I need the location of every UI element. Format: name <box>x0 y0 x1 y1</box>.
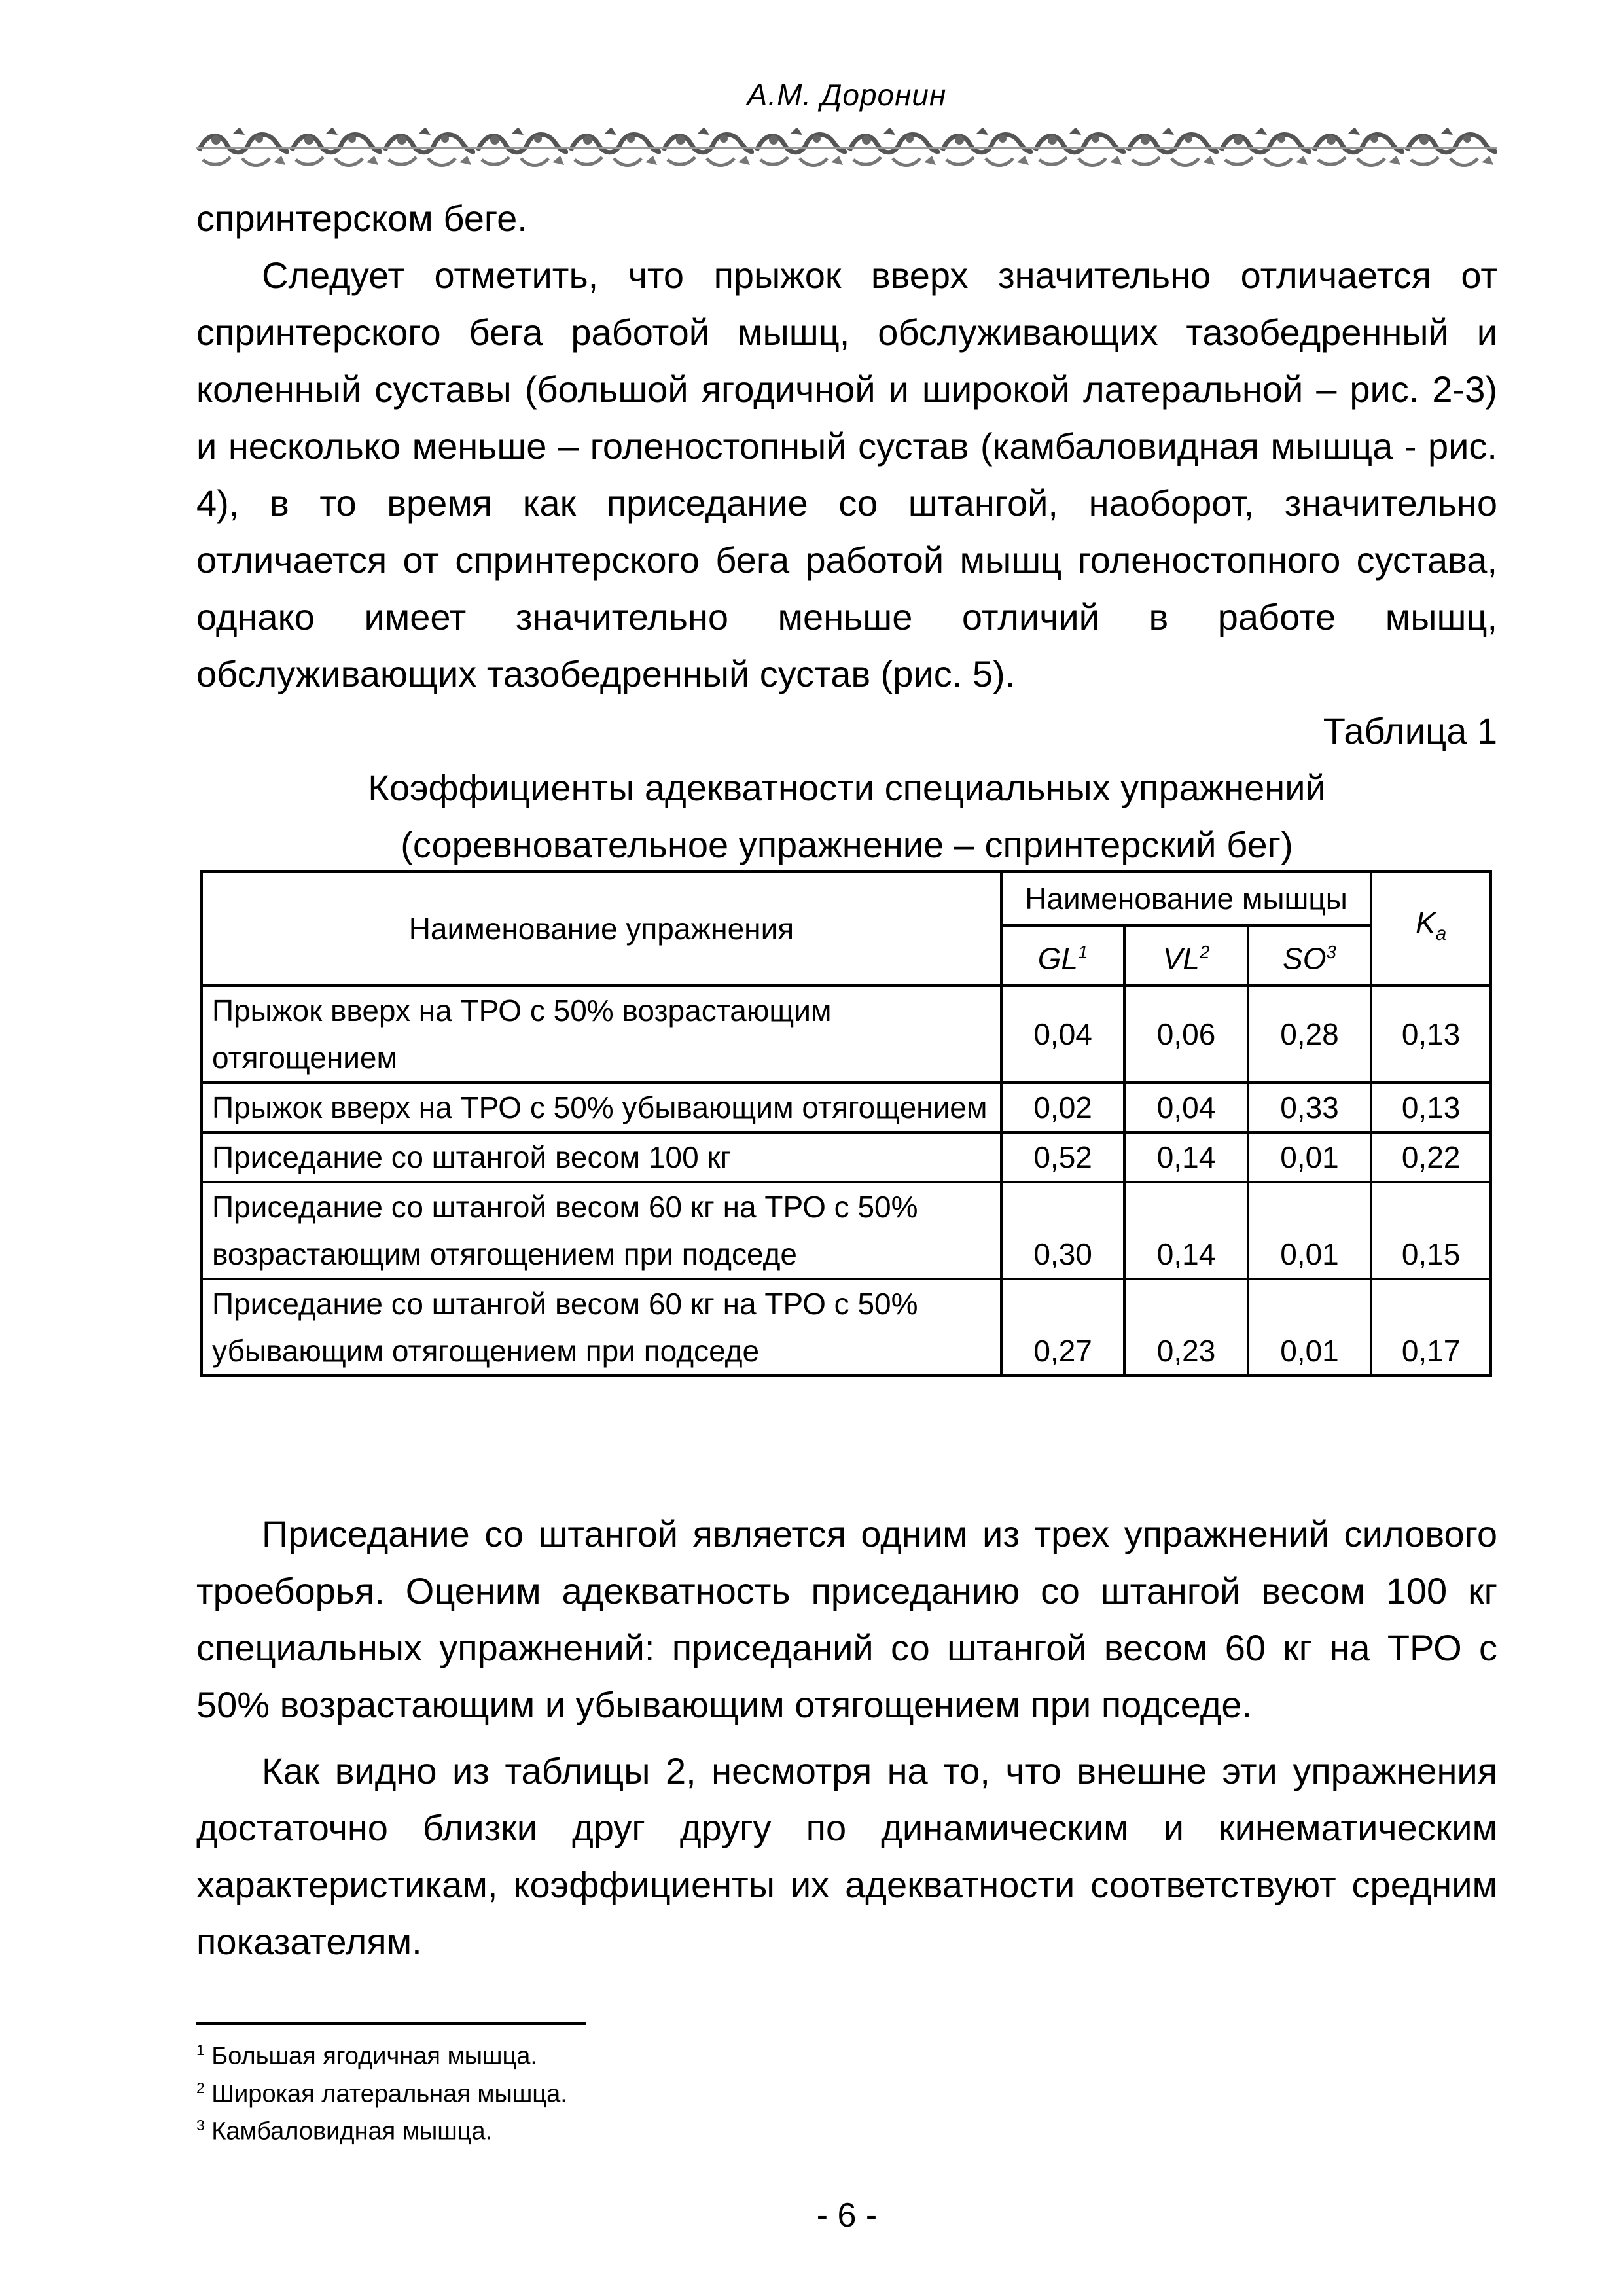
table-caption-line-2: (соревновательное упражнение – спринтерский бег) <box>401 824 1293 865</box>
table-number-label: Таблица 1 <box>1323 710 1497 751</box>
table-header-row <box>202 872 1491 925</box>
footnotes <box>196 2034 982 2147</box>
paragraph: Как видно из таблицы 2, несмотря на то, что внешне эти упражнения достаточно близки друг другу по динамическим и кинематическим характеристикам, коэффициенты их адекватности соответствуют средним показателям. <box>196 1750 1497 1962</box>
table-caption-line-1: Коэффициенты адекватности специальных упражнений <box>368 767 1326 808</box>
header-exercise-name: Наименование упражнения <box>202 872 1001 986</box>
row-gl-value: 0,52 <box>1001 1132 1124 1182</box>
row-exercise-name: Приседание со штангой весом 100 кг <box>202 1132 1001 1182</box>
row-gl-value: 0,02 <box>1001 1083 1124 1132</box>
footnote-item: $^1$ Большая ягодичная мышца. <box>196 2041 537 2070</box>
row-exercise-name: Приседание со штангой весом 60 кг на ТРО с 50% убывающим отягощением при подседе <box>202 1279 1001 1376</box>
running-header-author: А.М. Доронин <box>747 78 947 112</box>
decorative-ornament-border <box>196 124 1497 171</box>
page <box>196 0 1497 2296</box>
page-number: - 6 - <box>816 2197 878 2234</box>
header-muscle-gl: $GL^1$ <box>1001 925 1124 986</box>
row-ka-value: 0,15 <box>1371 1182 1491 1279</box>
footnote-item: $^2$ Широкая латеральная мышца. <box>196 2079 567 2108</box>
table-row <box>202 1182 1491 1279</box>
row-vl-value: 0,06 <box>1124 986 1247 1083</box>
footnote-item: $^3$ Камбаловидная мышца. <box>196 2117 493 2145</box>
row-vl-value: 0,23 <box>1124 1279 1247 1376</box>
header-muscle-so: $SO^3$ <box>1248 925 1371 986</box>
row-exercise-name: Приседание со штангой весом 60 кг на ТРО с 50% возрастающим отягощением при подседе <box>202 1182 1001 1279</box>
footnote-divider <box>196 2022 586 2025</box>
paragraph: Приседание со штангой является одним из трех упражнений силового троеборья. Оценим адекватность приседанию со штангой весом 100 кг специальных упражнений: приседаний со штангой весом 60 кг на ТРО с 50% возрастающим и убывающим отягощением при подседе. <box>196 1513 1497 1725</box>
adequacy-coefficients-table <box>200 870 1492 1377</box>
header-ka: $K_a$ <box>1371 872 1491 986</box>
row-exercise-name: Прыжок вверх на ТРО с 50% возрастающим отягощением <box>202 986 1001 1083</box>
row-gl-value: 0,04 <box>1001 986 1124 1083</box>
row-vl-value: 0,04 <box>1124 1083 1247 1132</box>
table-row <box>202 1132 1491 1182</box>
row-so-value: 0,01 <box>1248 1279 1371 1376</box>
row-ka-value: 0,22 <box>1371 1132 1491 1182</box>
row-ka-value: 0,13 <box>1371 986 1491 1083</box>
body-text-bottom <box>196 1505 1497 1970</box>
row-so-value: 0,33 <box>1248 1083 1371 1132</box>
row-ka-value: 0,13 <box>1371 1083 1491 1132</box>
table-row <box>202 1083 1491 1132</box>
paragraph: Следует отметить, что прыжок вверх значительно отличается от спринтерского бега работой мышц, обслуживающих тазобедренный и коленный суставы (большой ягодичной и широкой латеральной – рис. 2-3) и несколько меньше – голеностопный сустав (камбаловидная мышца - рис. 4), в то время как приседание со штангой, наоборот, значительно отличается от спринтерского бега работой мышц голеностопного сустава, однако имеет значительно меньше отличий в работе мышц, обслуживающих тазобедренный сустав (рис. 5). <box>196 255 1497 694</box>
table-row <box>202 986 1491 1083</box>
row-gl-value: 0,27 <box>1001 1279 1124 1376</box>
body-text-top <box>196 190 1497 873</box>
header-muscle-vl: $VL^2$ <box>1124 925 1247 986</box>
row-vl-value: 0,14 <box>1124 1182 1247 1279</box>
header-muscle-name: Наименование мышцы <box>1001 872 1371 925</box>
table-row <box>202 1279 1491 1376</box>
paragraph-continuation: спринтерском беге. <box>196 198 527 239</box>
row-gl-value: 0,30 <box>1001 1182 1124 1279</box>
row-so-value: 0,01 <box>1248 1182 1371 1279</box>
row-vl-value: 0,14 <box>1124 1132 1247 1182</box>
row-so-value: 0,01 <box>1248 1132 1371 1182</box>
row-so-value: 0,28 <box>1248 986 1371 1083</box>
row-exercise-name: Прыжок вверх на ТРО с 50% убывающим отягощением <box>202 1083 1001 1132</box>
row-ka-value: 0,17 <box>1371 1279 1491 1376</box>
